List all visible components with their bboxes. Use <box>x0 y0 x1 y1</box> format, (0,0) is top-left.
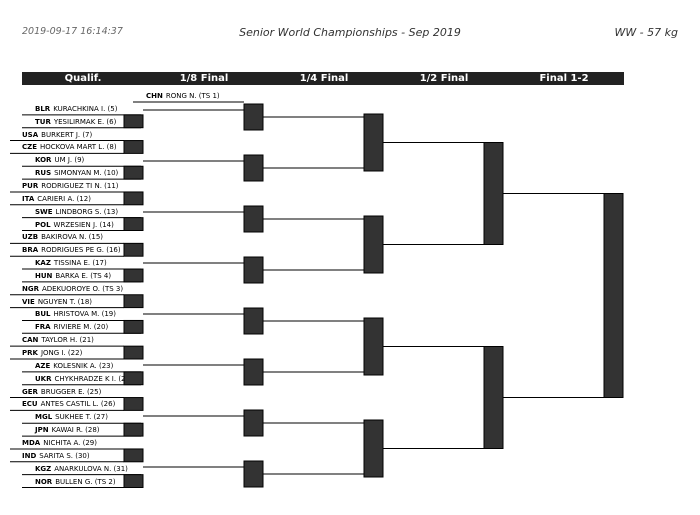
wrestler-name: KAWAI R. (28) <box>51 426 100 435</box>
wrestler-entry <box>35 310 116 319</box>
country-code: ITA <box>22 194 35 203</box>
country-code: IND <box>22 451 37 460</box>
wrestler-name: CARIERI A. (12) <box>37 194 91 203</box>
wrestler-name: NICHITA A. (29) <box>43 438 97 447</box>
wrestler-entry <box>35 156 84 165</box>
wrestler-entry <box>35 413 108 422</box>
country-code: NOR <box>35 477 53 486</box>
wrestler-entry <box>35 169 118 178</box>
wrestler-name: BAKIROVA N. (15) <box>41 233 104 242</box>
wrestler-name: RIVIERE M. (20) <box>53 323 109 332</box>
bout-box <box>604 194 623 398</box>
wrestler-entry <box>35 259 107 268</box>
wrestler-name: TISSINA E. (17) <box>53 259 107 268</box>
wrestler-entry <box>35 118 116 127</box>
wrestler-name: BARKA E. (TS 4) <box>55 271 112 280</box>
round-label-quarter-final: 1/4 Final <box>299 73 349 84</box>
country-code: CAN <box>22 336 39 345</box>
wrestler-name: SARITA S. (30) <box>39 451 90 460</box>
country-code: UKR <box>35 374 52 383</box>
wrestler-entry <box>146 92 220 101</box>
bout-box <box>124 192 143 205</box>
wrestler-name: ADEKUOROYE O. (TS 3) <box>42 284 124 293</box>
wrestler-entry <box>35 375 126 384</box>
country-code: JPN <box>35 426 49 435</box>
bout-box <box>364 114 383 171</box>
wrestler-entry <box>22 400 115 409</box>
country-code: MGL <box>35 413 53 422</box>
bout-box <box>124 243 143 256</box>
wrestler-name: CHYKHRADZE K I. (2 <box>54 374 126 383</box>
wrestler-entry <box>22 452 90 461</box>
wrestler-entry <box>35 362 113 371</box>
wrestler-name: BRUGGER E. (25) <box>40 387 102 396</box>
wrestler-entry <box>22 388 101 397</box>
country-code: MDA <box>22 438 41 447</box>
wrestler-name: BURKERT J. (7) <box>41 130 93 139</box>
weight-category: WW - 57 kg <box>614 26 678 39</box>
round-label-final: Final 1-2 <box>539 73 589 84</box>
bout-box <box>124 166 143 179</box>
wrestler-name: KURACHKINA I. (5) <box>53 104 118 113</box>
wrestler-name: HOCKOVA MART L. (8) <box>40 143 117 152</box>
wrestler-entry <box>22 131 92 140</box>
bout-box <box>484 347 503 449</box>
bout-box <box>124 346 143 359</box>
bout-box <box>244 410 263 436</box>
wrestler-entry <box>22 233 103 242</box>
bout-box <box>124 320 143 333</box>
wrestler-name: YESILIRMAK E. (6) <box>53 117 117 126</box>
wrestler-entry <box>35 465 128 474</box>
wrestler-name: KOLESNIK A. (23) <box>53 361 114 370</box>
country-code: USA <box>22 130 39 139</box>
bout-box <box>364 318 383 375</box>
wrestler-entry <box>22 285 123 294</box>
country-code: KGZ <box>35 464 52 473</box>
bout-box <box>124 141 143 154</box>
country-code: ECU <box>22 400 38 409</box>
wrestler-entry <box>22 336 94 345</box>
wrestler-name: SIMONYAN M. (10) <box>54 169 119 178</box>
bout-box <box>124 449 143 462</box>
bout-box <box>244 461 263 487</box>
print-timestamp: 2019-09-17 16:14:37 <box>22 26 123 37</box>
bout-box <box>124 269 143 282</box>
wrestler-entry <box>35 105 117 114</box>
wrestler-entry <box>35 221 114 230</box>
country-code: NGR <box>22 284 39 293</box>
bout-box <box>124 423 143 436</box>
country-code: RUS <box>35 169 52 178</box>
round-label-qualification: Qualif. <box>64 73 102 84</box>
wrestler-name: TAYLOR H. (21) <box>41 336 94 345</box>
country-code: HUN <box>35 271 53 280</box>
country-code: CZE <box>22 143 37 152</box>
bout-box <box>244 104 263 130</box>
wrestler-entry <box>22 195 91 204</box>
bout-box <box>124 115 143 128</box>
bout-box <box>124 398 143 411</box>
wrestler-name: JONG I. (22) <box>40 349 83 357</box>
wrestler-name: RODRIGUEZ TI N. (11) <box>41 181 119 190</box>
wrestler-entry <box>22 246 121 255</box>
wrestler-name: NGUYEN T. (18) <box>37 297 93 306</box>
wrestler-entry <box>22 439 97 448</box>
bout-box <box>244 206 263 232</box>
wrestler-entry <box>35 323 108 332</box>
country-code: FRA <box>35 323 51 332</box>
country-code: BLR <box>35 104 51 113</box>
country-code: CHN <box>146 92 163 100</box>
wrestler-name: ANTES CASTIL L. (26) <box>40 400 116 409</box>
bout-box <box>244 359 263 385</box>
country-code: BUL <box>35 310 51 319</box>
bout-box <box>124 295 143 308</box>
wrestler-entry <box>35 426 100 435</box>
wrestler-entry <box>22 349 82 358</box>
bout-box <box>364 420 383 477</box>
bout-box <box>484 143 503 245</box>
bout-box <box>124 475 143 488</box>
wrestler-name: WRZESIEN J. (14) <box>53 220 114 229</box>
country-code: POL <box>35 220 51 229</box>
round-label-eighth-final: 1/8 Final <box>179 73 229 84</box>
round-label-semi-final: 1/2 Final <box>419 73 469 84</box>
wrestler-name: SUKHEE T. (27) <box>55 413 108 422</box>
wrestler-name: ANARKULOVA N. (31) <box>54 464 128 473</box>
wrestler-name: LINDBORG S. (13) <box>55 207 119 216</box>
event-title: Senior World Championships - Sep 2019 <box>239 26 461 39</box>
country-code: GER <box>22 387 38 396</box>
wrestler-name: UM J. (9) <box>54 156 85 165</box>
country-code: TUR <box>35 117 51 126</box>
wrestler-name: RONG N. (TS 1) <box>165 92 220 100</box>
country-code: UZB <box>22 233 39 242</box>
wrestler-entry <box>22 182 119 191</box>
wrestler-name: BULLEN G. (TS 2) <box>55 477 116 486</box>
wrestler-entry <box>35 208 118 217</box>
country-code: KOR <box>35 156 52 165</box>
country-code: AZE <box>35 361 51 370</box>
wrestler-entry <box>22 143 117 152</box>
country-code: PUR <box>22 181 39 190</box>
bout-box <box>364 216 383 273</box>
country-code: VIE <box>22 297 35 306</box>
bout-box <box>124 372 143 385</box>
country-code: KAZ <box>35 259 51 268</box>
bout-box <box>124 218 143 231</box>
bout-box <box>244 257 263 283</box>
wrestler-entry <box>35 272 111 281</box>
country-code: PRK <box>22 349 38 357</box>
wrestler-entry <box>22 298 92 307</box>
bout-box <box>244 308 263 334</box>
country-code: SWE <box>35 207 53 216</box>
wrestler-name: HRISTOVA M. (19) <box>53 310 116 319</box>
bout-box <box>244 155 263 181</box>
wrestler-entry <box>35 478 116 487</box>
country-code: BRA <box>22 246 39 255</box>
wrestler-name: RODRIGUES PE G. (16) <box>41 246 121 255</box>
